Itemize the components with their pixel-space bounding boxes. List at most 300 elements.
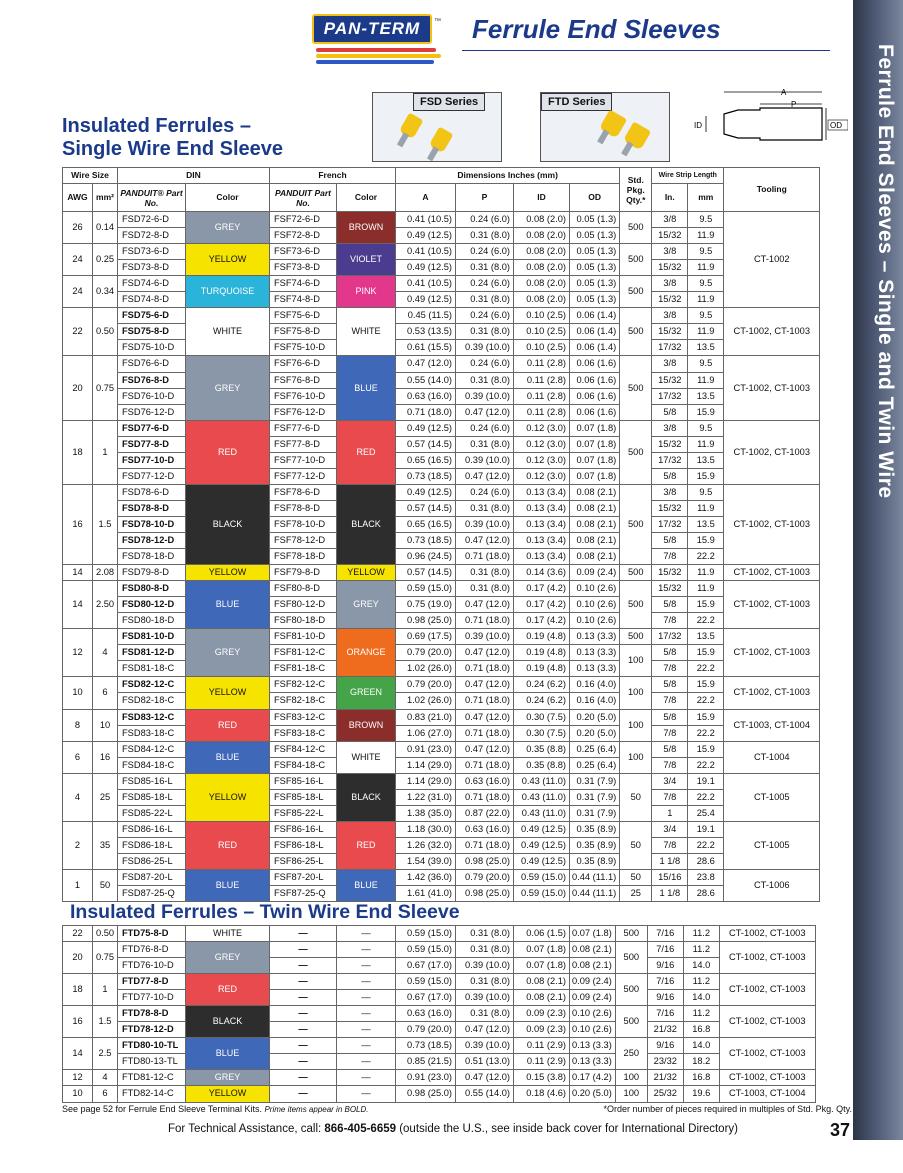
dim-id: 0.19 (4.8) [514,661,570,677]
dim-a: 1.26 (32.0) [396,837,456,853]
dim-id: 0.11 (2.8) [514,404,570,420]
strip-in: 7/8 [652,661,688,677]
strip-in: 15/32 [652,581,688,597]
strip-in: 5/8 [652,468,688,484]
color-swatch: YELLOW [186,677,270,709]
fr-color-dash: — [337,1038,396,1054]
dim-id: 0.19 (4.8) [514,629,570,645]
strip-in: 17/32 [652,340,688,356]
dim-p: 0.31 (8.0) [456,228,514,244]
dim-id: 0.30 (7.5) [514,725,570,741]
dim-p: 0.24 (6.0) [456,212,514,228]
din-part-number: FSD78-12-D [118,532,186,548]
table-row [63,404,820,420]
color-swatch: YELLOW [186,1086,270,1102]
dim-a: 0.73 (18.5) [396,1038,456,1054]
strip-in: 17/32 [652,516,688,532]
mm2-cell: 2.50 [93,581,118,629]
fr-part-number: FSF81-10-D [270,629,337,645]
tooling-cell: CT-1002, CT-1003 [719,942,815,974]
dim-od: 0.31 (7.9) [570,805,620,821]
dim-a: 0.49 (12.5) [396,292,456,308]
table-row [63,597,820,613]
strip-in: 23/32 [647,1054,683,1070]
fsd-series-label: FSD Series [413,93,485,111]
dim-id: 0.08 (2.0) [514,292,570,308]
awg-cell: 6 [63,741,93,773]
dim-id: 0.13 (3.4) [514,549,570,565]
diagram-label-od: OD [830,121,842,130]
tooling-cell: CT-1002, CT-1003 [719,974,815,1006]
din-part-number: FSD79-8-D [118,565,186,581]
dim-id: 0.08 (2.0) [514,244,570,260]
dim-od: 0.08 (2.1) [570,500,620,516]
din-part-number: FSD78-6-D [118,484,186,500]
awg-cell: 24 [63,244,93,276]
dim-id: 0.07 (1.8) [514,958,570,974]
fr-color-dash: — [337,974,396,990]
dim-id: 0.13 (3.4) [514,500,570,516]
std-pkg-qty: 100 [615,1086,647,1102]
dim-od: 0.16 (4.0) [570,677,620,693]
dim-p: 0.39 (10.0) [456,990,514,1006]
table-row [63,974,816,990]
dim-od: 0.17 (4.2) [570,1070,616,1086]
strip-mm: 22.2 [688,725,724,741]
strip-in: 9/16 [647,990,683,1006]
std-pkg-qty: 500 [620,484,652,564]
dim-p: 0.47 (12.0) [456,404,514,420]
strip-in: 17/32 [652,629,688,645]
dim-a: 0.98 (25.0) [396,613,456,629]
dim-od: 0.20 (5.0) [570,725,620,741]
mm2-cell: 1 [93,974,118,1006]
color-swatch: BROWN [337,709,396,741]
dim-a: 1.02 (26.0) [396,693,456,709]
fr-part-number: FSF78-18-D [270,549,337,565]
fr-color-dash: — [337,942,396,958]
color-swatch: WHITE [337,741,396,773]
fr-part-number: FSF79-8-D [270,565,337,581]
strip-mm: 15.9 [688,404,724,420]
color-swatch: YELLOW [186,244,270,276]
strip-in: 15/16 [652,869,688,885]
tooling-cell: CT-1002, CT-1003 [724,581,820,629]
mm2-cell: 4 [93,1070,118,1086]
ferrule-image-icon [429,126,454,153]
table-row [63,942,816,958]
dim-od: 0.10 (2.6) [570,613,620,629]
dim-p: 0.47 (12.0) [456,709,514,725]
table-row [63,340,820,356]
table-row [63,773,820,789]
strip-in: 15/32 [652,324,688,340]
dim-p: 0.24 (6.0) [456,244,514,260]
dim-id: 0.08 (2.0) [514,276,570,292]
dim-od: 0.25 (6.4) [570,757,620,773]
std-pkg-qty: 50 [620,821,652,869]
dim-id: 0.12 (3.0) [514,452,570,468]
color-swatch: RED [337,821,396,869]
dim-a: 0.59 (15.0) [396,581,456,597]
din-part-number: FSD77-12-D [118,468,186,484]
color-swatch: GREEN [337,677,396,709]
din-part-number: FSD82-12-C [118,677,186,693]
dim-a: 0.67 (17.0) [396,990,456,1006]
din-part-number: FTD77-8-D [118,974,186,990]
strip-mm: 11.2 [683,942,719,958]
fr-part-number: — [270,1006,337,1022]
dim-a: 0.79 (20.0) [396,1022,456,1038]
dim-a: 0.98 (25.0) [396,1086,456,1102]
awg-cell: 10 [63,677,93,709]
fr-part-number: FSF85-16-L [270,773,337,789]
fr-part-number: FSF80-8-D [270,581,337,597]
header-od: OD [570,184,620,212]
std-pkg-qty: 500 [615,942,647,974]
fr-part-number: FSF78-12-D [270,532,337,548]
header-fr-part-no: PANDUIT Part No. [270,184,337,212]
dim-id: 0.08 (2.0) [514,260,570,276]
fr-part-number: FSF73-8-D [270,260,337,276]
tooling-cell: CT-1005 [724,821,820,869]
dim-od: 0.06 (1.6) [570,372,620,388]
dim-id: 0.11 (2.8) [514,356,570,372]
dim-od: 0.16 (4.0) [570,693,620,709]
din-part-number: FSD80-18-D [118,613,186,629]
diagram-label-p: P [791,100,797,109]
dim-a: 0.61 (15.5) [396,340,456,356]
tooling-cell: CT-1002, CT-1003 [719,1006,815,1038]
dim-a: 0.65 (16.5) [396,452,456,468]
dim-od: 0.13 (3.3) [570,1038,616,1054]
fr-part-number: FSF84-18-C [270,757,337,773]
single-wire-table [62,167,820,902]
color-swatch: GREY [186,942,270,974]
din-part-number: FSD86-25-L [118,853,186,869]
strip-in: 3/4 [652,773,688,789]
mm2-cell: 10 [93,709,118,741]
dim-id: 0.10 (2.5) [514,324,570,340]
twin-wire-heading: Insulated Ferrules – Twin Wire End Sleeve [70,901,460,923]
dim-od: 0.05 (1.3) [570,228,620,244]
strip-mm: 14.0 [683,1038,719,1054]
dim-id: 0.17 (4.2) [514,613,570,629]
logo-wordmark: PAN-TERM [312,14,432,44]
dim-od: 0.08 (2.1) [570,484,620,500]
table-row [63,886,820,902]
strip-in: 7/8 [652,693,688,709]
strip-in: 5/8 [652,677,688,693]
table-row [63,532,820,548]
dim-od: 0.06 (1.4) [570,324,620,340]
dim-od: 0.07 (1.8) [570,468,620,484]
dim-od: 0.13 (3.3) [570,645,620,661]
color-swatch: BLACK [186,1006,270,1038]
fr-part-number: FSF80-12-D [270,597,337,613]
table-row [63,990,816,1006]
mm2-cell: 6 [93,677,118,709]
dim-id: 0.11 (2.8) [514,388,570,404]
strip-in: 5/8 [652,741,688,757]
din-part-number: FSD86-16-L [118,821,186,837]
strip-in: 3/8 [652,212,688,228]
din-part-number: FSD82-18-C [118,693,186,709]
ferrule-image-icon [623,121,651,150]
dim-a: 0.91 (23.0) [396,741,456,757]
awg-cell: 14 [63,1038,93,1070]
dim-od: 0.25 (6.4) [570,741,620,757]
strip-in: 15/32 [652,292,688,308]
color-swatch: BLUE [186,741,270,773]
table-row [63,420,820,436]
dim-id: 0.10 (2.5) [514,308,570,324]
dim-p: 0.47 (12.0) [456,532,514,548]
fr-part-number: FSF78-10-D [270,516,337,532]
dim-a: 0.59 (15.0) [396,942,456,958]
dim-id: 0.24 (6.2) [514,677,570,693]
dim-a: 0.53 (13.5) [396,324,456,340]
dim-od: 0.05 (1.3) [570,244,620,260]
strip-mm: 11.9 [688,581,724,597]
color-swatch: GREY [186,212,270,244]
strip-mm: 9.5 [688,356,724,372]
dim-p: 0.39 (10.0) [456,958,514,974]
fr-part-number: — [270,1054,337,1070]
strip-in: 15/32 [652,372,688,388]
ferrule-image-icon [399,112,424,139]
dim-od: 0.08 (2.1) [570,942,616,958]
dim-a: 1.22 (31.0) [396,789,456,805]
dim-id: 0.08 (2.0) [514,228,570,244]
header-din: DIN [118,168,270,184]
tooling-cell: CT-1002, CT-1003 [724,565,820,581]
dim-od: 0.10 (2.6) [570,597,620,613]
table-row [63,388,820,404]
dim-id: 0.07 (1.8) [514,942,570,958]
side-tab-label: Ferrule End Sleeves – Single and Twin Wire [874,44,897,499]
dim-id: 0.11 (2.8) [514,372,570,388]
table-row [63,837,820,853]
color-swatch: BLUE [186,1038,270,1070]
fr-part-number: FSF84-12-C [270,741,337,757]
strip-in: 15/32 [652,228,688,244]
color-swatch: RED [186,974,270,1006]
strip-mm: 25.4 [688,805,724,821]
kits-note: See page 52 for Ferrule End Sleeve Terminal Kits. [62,1104,262,1114]
strip-mm: 9.5 [688,484,724,500]
din-part-number: FSD77-10-D [118,452,186,468]
dim-id: 0.11 (2.9) [514,1054,570,1070]
din-part-number: FTD81-12-C [118,1070,186,1086]
tooling-cell: CT-1003, CT-1004 [719,1086,815,1102]
fr-part-number: FSF85-18-L [270,789,337,805]
dim-p: 0.24 (6.0) [456,356,514,372]
std-pkg-qty: 500 [620,420,652,484]
dim-a: 0.71 (18.0) [396,404,456,420]
color-swatch: BROWN [337,212,396,244]
fr-part-number: FSF86-16-L [270,821,337,837]
dim-p: 0.47 (12.0) [456,645,514,661]
dim-a: 0.91 (23.0) [396,1070,456,1086]
color-swatch: YELLOW [186,773,270,821]
dim-od: 0.09 (2.4) [570,565,620,581]
dim-id: 0.49 (12.5) [514,821,570,837]
dim-od: 0.06 (1.4) [570,308,620,324]
dim-a: 0.49 (12.5) [396,420,456,436]
table-row [63,869,820,885]
dim-p: 0.71 (18.0) [456,789,514,805]
tooling-cell: CT-1002, CT-1003 [719,1038,815,1070]
awg-cell: 18 [63,974,93,1006]
color-swatch: BLACK [337,773,396,821]
color-swatch: ORANGE [337,629,396,677]
strip-in: 3/8 [652,484,688,500]
strip-mm: 11.2 [683,1006,719,1022]
strip-in: 7/16 [647,926,683,942]
dim-od: 0.05 (1.3) [570,292,620,308]
fr-part-number: FSF87-20-L [270,869,337,885]
pan-term-logo [312,14,462,70]
strip-in: 7/16 [647,1006,683,1022]
awg-cell: 16 [63,484,93,564]
std-pkg-qty: 100 [615,1070,647,1086]
table-row [63,565,820,581]
color-swatch: GREY [337,581,396,629]
dim-p: 0.31 (8.0) [456,926,514,942]
dim-a: 0.41 (10.5) [396,212,456,228]
header-din-color: Color [186,184,270,212]
dim-p: 0.71 (18.0) [456,837,514,853]
tooling-cell: CT-1006 [724,869,820,901]
din-part-number: FTD80-10-TL [118,1038,186,1054]
strip-mm: 14.0 [683,990,719,1006]
color-swatch: RED [186,420,270,484]
dim-id: 0.43 (11.0) [514,773,570,789]
fr-part-number: FSF87-25-Q [270,886,337,902]
din-part-number: FSD76-10-D [118,388,186,404]
logo-stripes-icon [316,48,466,70]
table-row [63,693,820,709]
footer [168,1123,738,1135]
ferrule-image-icon [599,109,627,138]
table-row [63,958,816,974]
color-swatch: VIOLET [337,244,396,276]
dim-od: 0.31 (7.9) [570,789,620,805]
strip-mm: 11.9 [688,260,724,276]
dim-od: 0.08 (2.1) [570,549,620,565]
fr-color-dash: — [337,958,396,974]
awg-cell: 26 [63,212,93,244]
table-row [63,629,820,645]
dim-od: 0.13 (3.3) [570,661,620,677]
mm2-cell: 4 [93,629,118,677]
dim-id: 0.49 (12.5) [514,853,570,869]
awg-cell: 10 [63,1086,93,1102]
din-part-number: FSD86-18-L [118,837,186,853]
fr-part-number: — [270,974,337,990]
dim-p: 0.51 (13.0) [456,1054,514,1070]
std-pkg-qty: 500 [620,212,652,244]
strip-in: 3/8 [652,308,688,324]
dim-a: 0.49 (12.5) [396,228,456,244]
dim-id: 0.19 (4.8) [514,645,570,661]
table-row [63,452,820,468]
dim-p: 0.24 (6.0) [456,276,514,292]
dim-od: 0.05 (1.3) [570,276,620,292]
fr-part-number: FSF86-25-L [270,853,337,869]
din-part-number: FSD77-6-D [118,420,186,436]
fr-part-number: FSF75-6-D [270,308,337,324]
awg-cell: 20 [63,356,93,420]
dim-a: 0.57 (14.5) [396,565,456,581]
dim-id: 0.15 (3.8) [514,1070,570,1086]
mm2-cell: 0.50 [93,308,118,356]
dim-a: 0.96 (24.5) [396,549,456,565]
din-part-number: FSD85-16-L [118,773,186,789]
strip-mm: 9.5 [688,308,724,324]
strip-mm: 11.2 [683,974,719,990]
strip-mm: 22.2 [688,661,724,677]
mm2-cell: 0.25 [93,244,118,276]
strip-in: 1 [652,805,688,821]
table-row [63,613,820,629]
fr-color-dash: — [337,1054,396,1070]
tooling-cell: CT-1005 [724,773,820,821]
dim-p: 0.39 (10.0) [456,452,514,468]
dim-p: 0.31 (8.0) [456,436,514,452]
dim-a: 0.83 (21.0) [396,709,456,725]
dim-id: 0.35 (8.8) [514,741,570,757]
dim-od: 0.07 (1.8) [570,452,620,468]
dim-p: 0.31 (8.0) [456,565,514,581]
dim-id: 0.49 (12.5) [514,837,570,853]
dim-od: 0.44 (11.1) [570,886,620,902]
dim-id: 0.13 (3.4) [514,484,570,500]
dim-id: 0.08 (2.1) [514,974,570,990]
header-a: A [396,184,456,212]
dim-od: 0.31 (7.9) [570,773,620,789]
awg-cell: 16 [63,1006,93,1038]
mm2-cell: 2.08 [93,565,118,581]
std-pkg-qty: 500 [615,1006,647,1038]
dim-id: 0.18 (4.6) [514,1086,570,1102]
color-swatch: YELLOW [186,565,270,581]
dim-a: 0.63 (16.0) [396,1006,456,1022]
tooling-cell: CT-1002, CT-1003 [724,484,820,564]
awg-cell: 1 [63,869,93,901]
table-row [63,260,820,276]
dim-p: 0.47 (12.0) [456,597,514,613]
dim-od: 0.35 (8.9) [570,837,620,853]
awg-cell: 14 [63,565,93,581]
dim-p: 0.63 (16.0) [456,821,514,837]
fr-part-number: — [270,958,337,974]
din-part-number: FSD81-10-D [118,629,186,645]
table-row [63,1006,816,1022]
din-part-number: FSD76-12-D [118,404,186,420]
table-row [63,926,816,942]
dim-od: 0.13 (3.3) [570,629,620,645]
awg-cell: 20 [63,942,93,974]
fr-part-number: — [270,990,337,1006]
table-row [63,1070,816,1086]
strip-mm: 18.2 [683,1054,719,1070]
strip-mm: 16.8 [683,1070,719,1086]
dim-od: 0.08 (2.1) [570,516,620,532]
strip-in: 5/8 [652,597,688,613]
strip-mm: 13.5 [688,388,724,404]
